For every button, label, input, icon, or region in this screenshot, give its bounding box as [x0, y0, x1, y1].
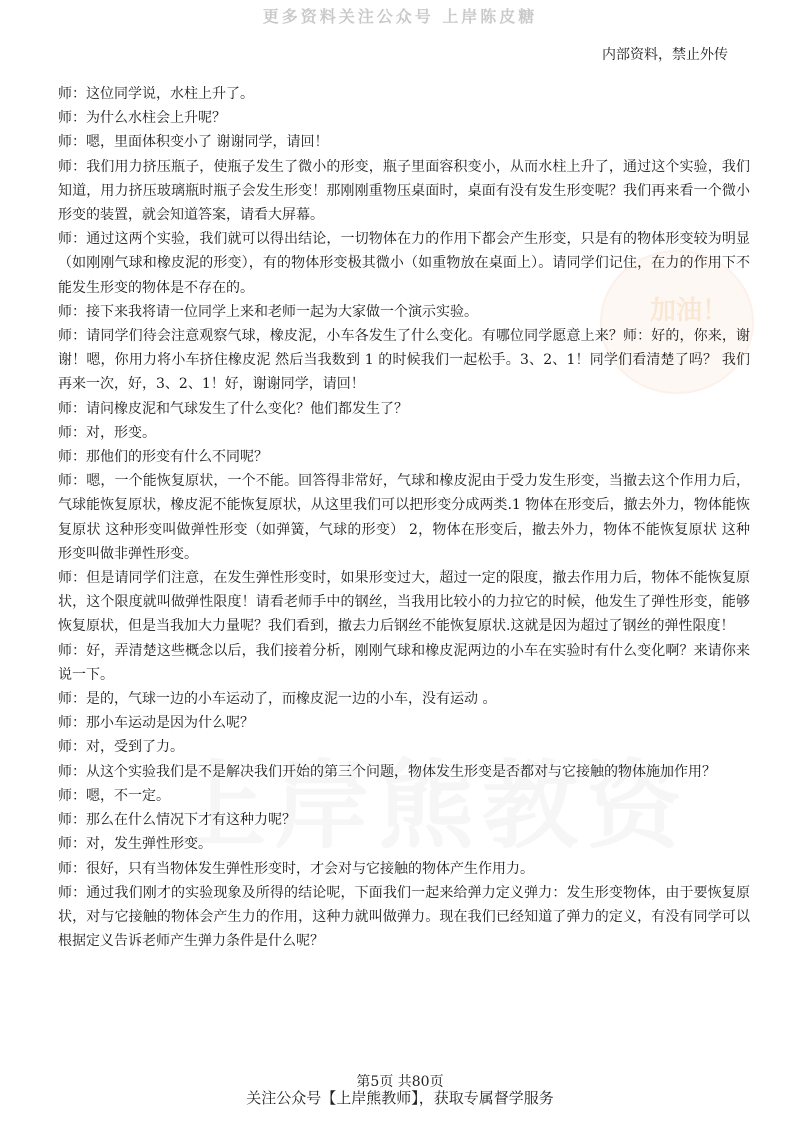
paragraph: 师：通过这两个实验，我们就可以得出结论，一切物体在力的作用下都会产生形变，只是有的物体形变较为明显（如刚刚气球和橡皮泥的形变），有的物体形变极其微小（如重物放在桌面上）。请同学们记住，在力的作用下不能发生形变的物体是不存在的。 — [58, 231, 750, 296]
header-watermark: 更多资料关注公众号 上岸陈皮糖 — [262, 7, 538, 26]
paragraph: 师：对，受到了力。 — [58, 739, 184, 756]
page-number: 第5页 共80页 — [356, 1074, 444, 1090]
paragraph: 师：很好，只有当物体发生弹性形变时，才会对与它接触的物体产生作用力。 — [58, 860, 534, 877]
stamp-text: 加油！ — [650, 296, 729, 326]
paragraph: 师：那么在什么情况下才有这种力呢？ — [58, 812, 296, 829]
paragraph: 师：接下来我将请一位同学上来和老师一起为大家做一个演示实验。 — [58, 303, 478, 320]
paragraph: 师：那他们的形变有什么不同呢？ — [58, 449, 268, 466]
paragraph: 师：请同学们待会注意观察气球，橡皮泥，小车各发生了什么变化。有哪位同学愿意上来？师：好的，你来，谢谢！嗯，你用力将小车挤住橡皮泥 然后当我数到 1 的时候我们一起松手。3、2、1！同学们看清楚了吗？ 我们再来一次，好，3、2、1！好，谢谢同学，请回！ — [58, 328, 750, 393]
footer-note: 关注公众号【上岸熊教师】，获取专属督学服务 — [246, 1089, 554, 1107]
document-body — [58, 82, 750, 953]
paragraph: 师：我们用力挤压瓶子，使瓶子发生了微小的形变，瓶子里面容积变小，从而水柱上升了，通过这个实验，我们知道，用力挤压玻璃瓶时瓶子会发生形变！那刚刚重物压桌面时，桌面有没有发生形变呢？我们再来看一个微小形变的装置，就会知道答案，请看大屏幕。 — [58, 158, 750, 224]
paragraph: 师：好，弄清楚这些概念以后，我们接着分析，刚刚气球和橡皮泥两边的小车在实验时有什么变化啊？来请你来说一下。 — [58, 642, 750, 683]
paragraph: 师：从这个实验我们是不是解决我们开始的第三个问题，物体发生形变是否都对与它接触的物体施加作用？ — [58, 763, 716, 780]
paragraph: 师：对，形变。 — [58, 424, 156, 441]
paragraph: 师：嗯，里面体积变小了 谢谢同学，请回！ — [58, 134, 329, 151]
paragraph: 师：请问橡皮泥和气球发生了什么变化？他们都发生了？ — [58, 400, 408, 417]
paragraph: 师：嗯，不一定。 — [58, 787, 170, 804]
paragraph: 师：但是请同学们注意，在发生弹性形变时，如果形变过大，超过一定的限度，撤去作用力后，物体不能恢复原状，这个限度就叫做弹性限度！请看老师手中的钢丝，当我用比较小的力拉它的时候，他发生了弹性形变，能够恢复原状，但是当我加大力量呢？我们看到，撤去力后钢丝不能恢复原状.这就是因为超过了钢丝的弹性限度！ — [58, 570, 750, 635]
paragraph: 师：这位同学说，水柱上升了。 — [58, 86, 254, 102]
paragraph: 师：通过我们刚才的实验现象及所得的结论呢，下面我们一起来给弹力定义弹力：发生形变物体，由于要恢复原状，对与它接触的物体会产生力的作用，这种力就叫做弹力。现在我们已经知道了弹力的定义，有没有同学可以根据定义告诉老师产生弹力条件是什么呢？ — [58, 884, 750, 950]
paragraph: 师：嗯，一个能恢复原状，一个不能。回答得非常好，气球和橡皮泥由于受力发生形变，当撤去这个作用力后，气球能恢复原状，橡皮泥不能恢复原状，从这里我们可以把形变分成两类.1 物体在形变后，撤去外力，物体能恢复原状 这种形变叫做弹性形变（如弹簧，气球的形变） 2，物体在形变后，撤去外力，物体不能恢复原状 这种形变叫做非弹性形变。 — [58, 473, 750, 562]
paragraph: 师：那小车运动是因为什么呢？ — [58, 715, 254, 732]
paragraph: 师：对，发生弹性形变。 — [58, 836, 212, 853]
paragraph: 师：为什么水柱会上升呢？ — [58, 110, 226, 127]
paragraph: 师：是的，气球一边的小车运动了，而橡皮泥一边的小车，没有运动 。 — [58, 691, 497, 708]
confidential-label: 内部资料，禁止外传 — [602, 47, 728, 63]
